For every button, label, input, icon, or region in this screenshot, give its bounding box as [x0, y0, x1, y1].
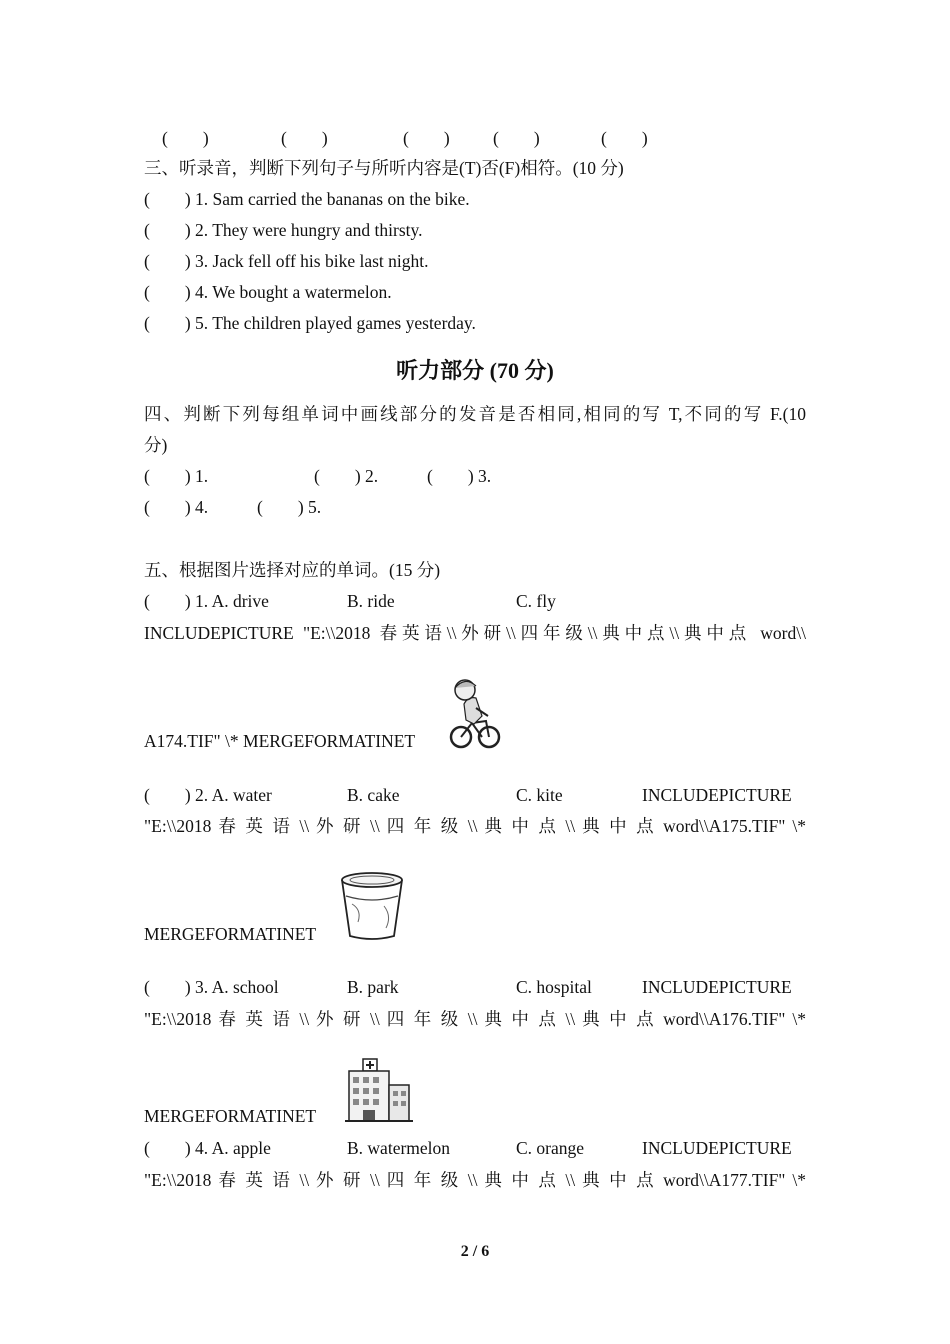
q4-option-b: B. watermelon [347, 1138, 451, 1158]
bracket-blank: ( ) [493, 128, 540, 148]
q2-option-b: B. cake [347, 785, 400, 805]
section3-item: ( ) 5. The children played games yesterday. [144, 313, 476, 333]
q2-option-c: C. kite [516, 785, 563, 805]
section3-item: ( ) 3. Jack fell off his bike last night. [144, 251, 429, 271]
section4-item: ( ) 1. [144, 466, 209, 486]
section4-item: ( ) 5. [257, 497, 322, 517]
section4-item: ( ) 2. [314, 466, 379, 486]
q3-field-code: "E:\\2018 春 英 语 \\ 外 研 \\ 四 年 级 \\ 典 中 点 \\ 典 中 点 word\\A176.TIF" \* [144, 1009, 806, 1029]
q3-option-c: C. hospital [516, 977, 592, 997]
q2-field-tag: INCLUDEPICTURE [642, 785, 792, 805]
q3-field-code-end: MERGEFORMATINET [144, 1106, 317, 1126]
section4-heading: 四、判断下列每组单词中画线部分的发音是否相同,相同的写 T,不同的写 F.(10 [144, 404, 806, 424]
cyclist-image [446, 676, 502, 750]
section3-heading: 三、听录音，判断下列句子与所听内容是(T)否(F)相符。(10 分) [144, 158, 624, 178]
section4-item: ( ) 4. [144, 497, 209, 517]
q2-option-a: ( ) 2. A. water [144, 785, 272, 805]
bracket-blank: ( ) [281, 128, 328, 148]
section5-heading: 五、根据图片选择对应的单词。(15 分) [144, 560, 441, 580]
q1-option-c: C. fly [516, 591, 556, 611]
water-glass-image [338, 870, 406, 942]
q4-field-code: "E:\\2018 春 英 语 \\ 外 研 \\ 四 年 级 \\ 典 中 点 \\ 典 中 点 word\\A177.TIF" \* [144, 1170, 806, 1190]
q4-field-tag: INCLUDEPICTURE [642, 1138, 792, 1158]
bracket-blank: ( ) [403, 128, 450, 148]
q4-option-c: C. orange [516, 1138, 585, 1158]
q1-option-b: B. ride [347, 591, 395, 611]
q1-option-a: ( ) 1. A. drive [144, 591, 269, 611]
part-title: 听力部分 (70 分) [396, 358, 554, 383]
q3-field-tag: INCLUDEPICTURE [642, 977, 792, 997]
q1-field-code: INCLUDEPICTURE "E:\\2018 春英语\\外研\\四年级\\典中点\\典中点 word\\ [144, 623, 806, 643]
q2-field-code-end: MERGEFORMATINET [144, 924, 317, 944]
q3-option-b: B. park [347, 977, 399, 997]
section3-item: ( ) 4. We bought a watermelon. [144, 282, 392, 302]
q4-option-a: ( ) 4. A. apple [144, 1138, 271, 1158]
bracket-blank: ( ) [601, 128, 648, 148]
q1-field-code-end: A174.TIF" \* MERGEFORMATINET [144, 731, 416, 751]
hospital-building-image [345, 1055, 413, 1123]
section4-heading-cont: 分) [144, 435, 168, 455]
q3-option-a: ( ) 3. A. school [144, 977, 279, 997]
section3-item: ( ) 2. They were hungry and thirsty. [144, 220, 423, 240]
section3-item: ( ) 1. Sam carried the bananas on the bike. [144, 189, 470, 209]
section4-item: ( ) 3. [427, 466, 492, 486]
q2-field-code: "E:\\2018 春 英 语 \\ 外 研 \\ 四 年 级 \\ 典 中 点 \\ 典 中 点 word\\A175.TIF" \* [144, 816, 806, 836]
page-number: 2 / 6 [460, 1243, 490, 1260]
bracket-blank: ( ) [162, 128, 209, 148]
